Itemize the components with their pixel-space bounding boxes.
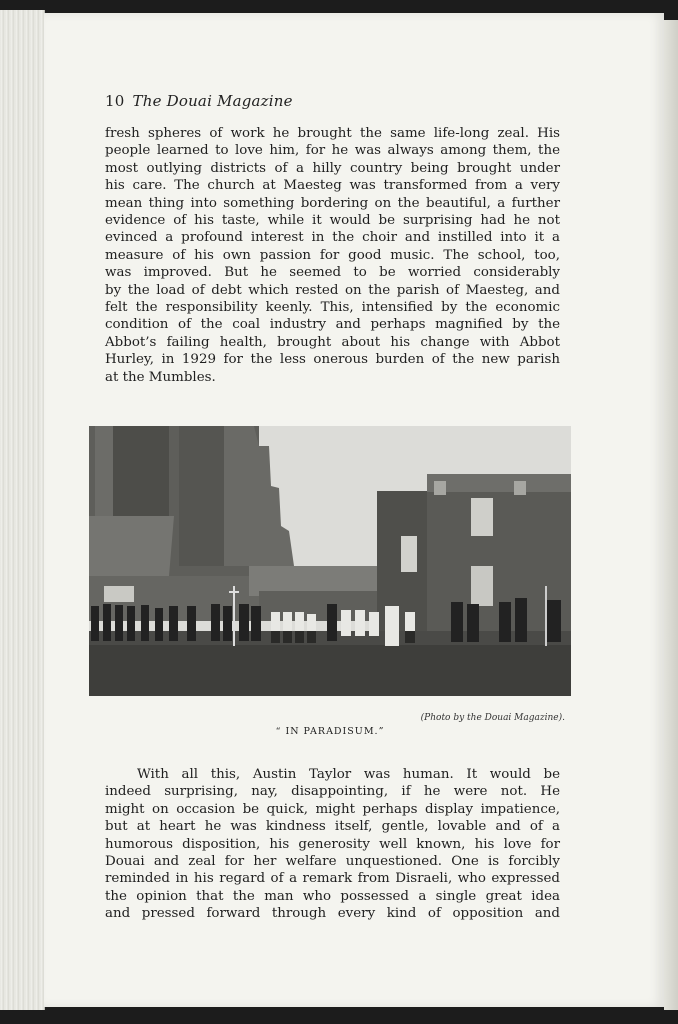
text-line: by the load of debt which rested on the parish of Maesteg, and bbox=[105, 282, 560, 298]
text-line: most outlying districts of a hilly country being brought under bbox=[105, 160, 560, 176]
text-line: reminded in his regard of a remark from Disraeli, who expressed bbox=[105, 871, 560, 887]
text-line: Hurley, in 1929 for the less onerous burden of the new parish bbox=[105, 352, 560, 368]
paragraph-2 bbox=[105, 766, 560, 923]
procession-photograph bbox=[89, 426, 571, 696]
page-stack-edge bbox=[0, 10, 45, 1010]
text-line: but at heart he was kindness itself, gentle, lovable and of a bbox=[105, 819, 560, 835]
text-line: evinced a profound interest in the choir and instilled into it a bbox=[105, 230, 560, 246]
text-line: With all this, Austin Taylor was human. It would be bbox=[137, 767, 560, 782]
text-line: evidence of his taste, while it would be surprising had he not bbox=[105, 213, 560, 229]
photo-caption: “ IN PARADISUM.” bbox=[275, 726, 385, 737]
journal-title: The Douai Magazine bbox=[132, 92, 293, 110]
photo-credit: (Photo by the Douai Magazine). bbox=[420, 713, 565, 723]
page-number: 10 bbox=[105, 92, 125, 110]
text-line: fresh spheres of work he brought the same life-long zeal. His bbox=[105, 126, 560, 141]
facing-page-edge bbox=[664, 20, 678, 1010]
running-head bbox=[105, 92, 565, 110]
paragraph-1 bbox=[105, 125, 560, 386]
text-line: his care. The church at Maesteg was transformed from a very bbox=[105, 178, 560, 194]
text-line: people learned to love him, for he was always among them, the bbox=[105, 143, 560, 159]
text-line: Douai and zeal for her welfare unquestioned. One is forcibly bbox=[105, 854, 560, 870]
text-line: was improved. But he seemed to be worried considerably bbox=[105, 265, 560, 281]
text-line: and pressed forward through every kind of opposition and bbox=[105, 906, 560, 922]
text-line: humorous disposition, his generosity well known, his love for bbox=[105, 836, 560, 852]
text-line: measure of his own passion for good music. The school, too, bbox=[105, 247, 560, 263]
text-line: might on occasion be quick, might perhaps display impatience, bbox=[105, 801, 560, 817]
text-line: Abbot’s failing health, brought about his change with Abbot bbox=[105, 334, 560, 350]
text-line: indeed surprising, nay, disappointing, if he were not. He bbox=[105, 784, 560, 800]
text-line: condition of the coal industry and perhaps magnified by the bbox=[105, 317, 560, 333]
text-line: at the Mumbles. bbox=[105, 369, 216, 385]
text-line: the opinion that the man who possessed a single great idea bbox=[105, 888, 560, 904]
text-line: mean thing into something bordering on the beautiful, a further bbox=[105, 195, 560, 211]
text-line: felt the responsibility keenly. This, intensified by the economic bbox=[105, 300, 560, 316]
